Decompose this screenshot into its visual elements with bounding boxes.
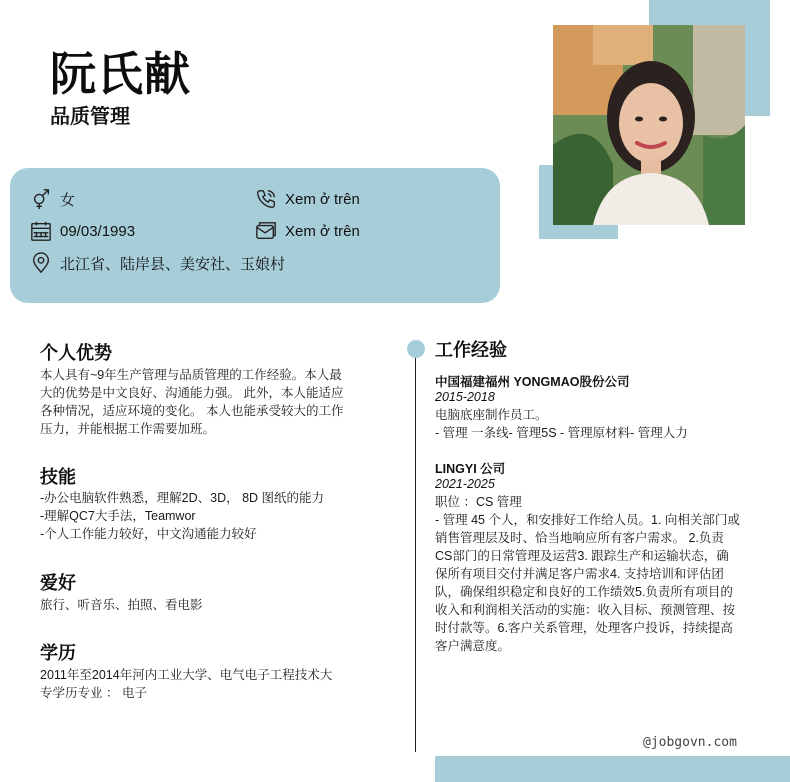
- job-company: LINGYI 公司: [435, 462, 506, 476]
- experience-heading: 工作经验: [435, 340, 507, 360]
- strengths-line: 压力，并能根据工作需要加班。: [40, 422, 216, 436]
- job-line: 队，确保组织稳定和良好的工作绩效5.负责所有项目的: [435, 585, 733, 599]
- phone-icon: [255, 188, 277, 210]
- job-line: 客户满意度。: [435, 639, 511, 653]
- email-row: [255, 220, 360, 242]
- timeline-line: [415, 348, 416, 752]
- skills-line: -理解QC7大手法，Teamwor: [40, 509, 196, 523]
- strengths-line: 大的优势是中文良好、沟通能力强。 此外，本人能适应: [40, 386, 344, 400]
- envelope-icon: [255, 220, 277, 242]
- skills-heading: 技能: [40, 467, 76, 487]
- job-line: - 管理 一条线- 管理5S - 管理原材料- 管理人力: [435, 426, 688, 440]
- job-line: 时付款等。6.客户关系管理，处理客户投诉，持续提高: [435, 621, 733, 635]
- strengths-line: 各种情况，适应环境的变化。 本人也能承受较大的工作: [40, 404, 344, 418]
- strengths-heading: 个人优势: [40, 343, 112, 363]
- strengths-text: [40, 366, 343, 438]
- job-period: 2021-2025: [435, 477, 495, 491]
- birthday-value: 09/03/1993: [60, 222, 136, 240]
- skills-line: -办公电脑软件熟悉，理解2D、3D， 8D 图纸的能力: [40, 491, 325, 505]
- birthday-row: [30, 220, 135, 242]
- calendar-icon: [30, 220, 52, 242]
- address-value: 北江省、陆岸县、美安社、玉娘村: [60, 255, 286, 273]
- skills-text: [40, 489, 324, 543]
- job-description: [435, 406, 688, 442]
- contact-info-card: [10, 168, 500, 303]
- education-line: 2011年至2014年河内工业大学、电气电子工程技术大: [40, 668, 333, 682]
- education-line: 专学历专业 ： 电子: [40, 686, 147, 700]
- education-text: [40, 666, 332, 702]
- address-row: [30, 252, 285, 274]
- location-pin-icon: [30, 252, 52, 274]
- decor-block-bottom: [435, 756, 790, 782]
- hobbies-text: [40, 596, 203, 614]
- job-line: 收入和利润相关活动的实施：收入目标、预测管理、按: [435, 603, 736, 617]
- gender-icon: [30, 188, 52, 210]
- job-line: 电脑底座制作员工。: [435, 408, 548, 422]
- profile-photo: [553, 25, 745, 225]
- hobbies-heading: 爱好: [40, 573, 76, 593]
- job-title: 品质管理: [50, 106, 130, 128]
- job-line: 保所有项目交付并满足客户需求4. 支持培训和评估团: [435, 567, 724, 581]
- strengths-line: 本人具有~9年生产管理与品质管理的工作经验。本人最: [40, 368, 342, 382]
- hobbies-line: 旅行、听音乐、拍照、看电影: [40, 598, 203, 612]
- job-line: 销售管理层及时、恰当地响应所有客户需求。 2.负责: [435, 531, 724, 545]
- job-description: [435, 493, 740, 655]
- gender-row: [30, 188, 75, 210]
- timeline-dot: [407, 340, 425, 358]
- phone-value: Xem ở trên: [285, 190, 360, 208]
- gender-value: 女: [60, 191, 76, 209]
- skills-line: -个人工作能力较好，中文沟通能力较好: [40, 527, 257, 541]
- job-line: - 管理 45 个人，和安排好工作给人员。1. 向相关部门或: [435, 513, 740, 527]
- job-line: 职位 ：CS 管理: [435, 495, 522, 509]
- job-line: CS部门的日常管理及运营3. 跟踪生产和运输状态，确: [435, 549, 729, 563]
- job-period: 2015-2018: [435, 390, 495, 404]
- job-company: 中国福建福州 YONGMAO股份公司: [435, 375, 630, 389]
- education-heading: 学历: [40, 643, 76, 663]
- email-value: Xem ở trên: [285, 222, 360, 240]
- site-watermark: @jobgovn.com: [643, 735, 737, 750]
- phone-row: [255, 188, 360, 210]
- candidate-name: 阮氏献: [50, 48, 191, 100]
